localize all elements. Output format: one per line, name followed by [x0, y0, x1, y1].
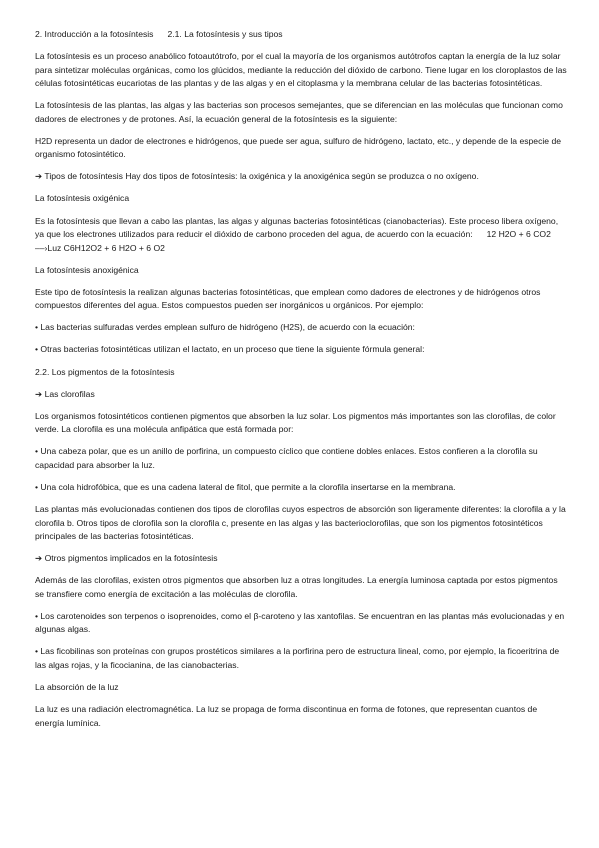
bullet-phycobilins: • Las ficobilinas son proteínas con grupos prostéticos similares a la porfirina pero de estructura lineal, como, por ejemplo, la ficoeritrina de las algas rojas, y la ficocianina, de las cianobacterias.: [35, 646, 560, 670]
heading-main: 2. Introducción a la fotosíntesis: [35, 29, 154, 39]
document-page: [35, 28, 567, 739]
paragraph-types: ➔ Tipos de fotosíntesis Hay dos tipos de fotosíntesis: la oxigénica y la anoxigénica según se produzca o no oxígeno.: [35, 171, 479, 182]
bullet-carotenoids: • Los carotenoides son terpenos o isoprenoides, como el β-caroteno y las xantofilas. Se encuentran en las plantas más evolucionadas y en algunas algas.: [35, 610, 565, 635]
paragraph-oxygenic-text: Es la fotosíntesis que llevan a cabo las plantas, las algas y algunas bacterias fotosintéticas (cianobacterias). Este proceso libera oxígeno, ya que los electrones utilizados para reducir el dióxido de carbono proceden del agua, de acuerdo con la ecuación:: [35, 215, 559, 240]
bullet-lactate-bacteria: • Otras bacterias fotosintéticas utilizan el lactato, en un proceso que tiene la siguiente fórmula general:: [35, 344, 425, 355]
heading-anoxygenic: La fotosíntesis anoxigénica: [35, 264, 139, 275]
heading-chlorophylls: ➔ Las clorofilas: [35, 388, 95, 399]
heading-sub: 2.1. La fotosíntesis y sus tipos: [167, 29, 283, 39]
paragraph-general-equation: La fotosíntesis de las plantas, las algas y las bacterias son procesos semejantes, que se diferencian en las moléculas que funcionan como dadores de electrones y de protones. Así, la ecuación general de la fotosíntesis es la siguiente:: [35, 100, 563, 124]
paragraph-chlorophyll-types: Las plantas más evolucionadas contienen dos tipos de clorofilas cuyos espectros de absorción son ligeramente diferentes: la clorofila a y la clorofila b. Otros tipos de clorofila son la clorofila c, presente en las algas y las bacterioclorofilas, que son los pigmentos fotosintéticos principales de las bacterias fotosintéticas.: [35, 504, 566, 541]
bullet-sulfur-bacteria: • Las bacterias sulfuradas verdes emplean sulfuro de hidrógeno (H2S), de acuerdo con la ecuación:: [35, 322, 415, 333]
bullet-hydrophobic-tail: • Una cola hidrofóbica, que es una cadena lateral de fitol, que permite a la clorofila insertarse en la membrana.: [35, 481, 456, 492]
equation-oxygenic: 12 H2O + 6 CO2 ––›Luz C6H12O2 + 6 H2O + 6 O2: [35, 229, 551, 253]
paragraph-intro: La fotosíntesis es un proceso anabólico fotoautótrofo, por el cual la mayoría de los organismos autótrofos captan la energía de la luz solar para sintetizar moléculas orgánicas, como los glúcidos, mediante la reducción del dióxido de carbono. Tiene lugar en los cloroplastos de las células fotosintéticas eucariotas de las plantas y de las algas y en el citoplasma y la membrana celular de las bacterias fotosintéticas.: [35, 51, 567, 89]
bullet-polar-head: • Una cabeza polar, que es un anillo de porfirina, un compuesto cíclico que contiene dobles enlaces. Estos confieren a la clorofila su capacidad para absorber la luz.: [35, 446, 538, 470]
heading-other-pigments: ➔ Otros pigmentos implicados en la fotosíntesis: [35, 553, 218, 564]
paragraph-light: La luz es una radiación electromagnética. La luz se propaga de forma discontinua en forma de fotones, que representan cuantos de energía lumínica.: [35, 704, 538, 728]
paragraph-anoxygenic: Este tipo de fotosíntesis la realizan algunas bacterias fotosintéticas, que emplean como dadores de electrones y de hidrógenos otros compuestos diferentes del agua. Estos compuestos pueden ser inorgánicos u orgánicos. Por ejemplo:: [35, 286, 541, 311]
section-heading: [35, 28, 567, 42]
paragraph-oxygenic: [35, 215, 567, 256]
heading-light-absorption: La absorción de la luz: [35, 681, 119, 692]
paragraph-other-pigments: Además de las clorofilas, existen otros pigmentos que absorben luz a otras longitudes. La energía luminosa captada por estos pigmentos se transfiere como energía de excitación a las moléculas de clorofila.: [35, 575, 558, 599]
paragraph-chlorophylls: Los organismos fotosintéticos contienen pigmentos que absorben la luz solar. Los pigmentos más importantes son las clorofilas, de color verde. La clorofila es una molécula anfipática que está formada por:: [35, 410, 556, 435]
paragraph-h2d: H2D representa un dador de electrones e hidrógenos, que puede ser agua, sulfuro de hidrógeno, lactato, etc., y depende de la especie de organismo fotosintético.: [35, 135, 562, 160]
heading-oxygenic: La fotosíntesis oxigénica: [35, 193, 130, 204]
heading-pigments: 2.2. Los pigmentos de la fotosíntesis: [35, 366, 175, 377]
